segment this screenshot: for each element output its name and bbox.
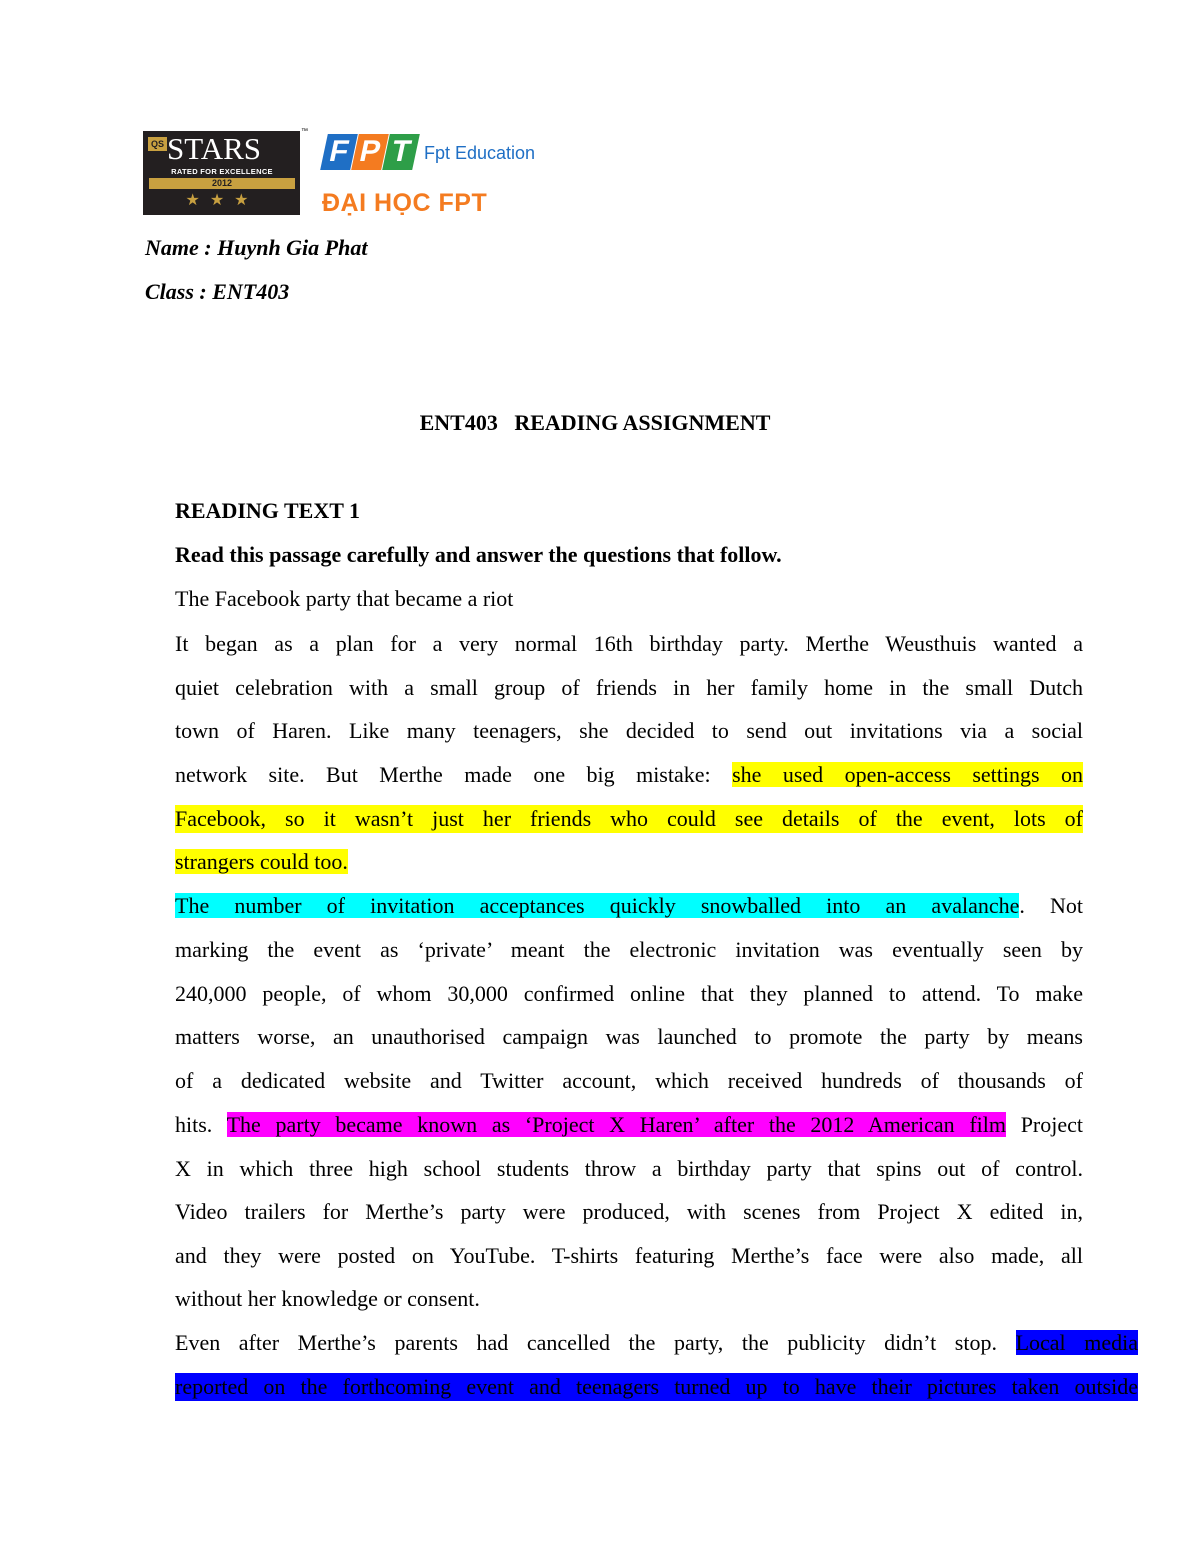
instruction-text: Read this passage carefully and answer the questions that follow. [175, 542, 782, 567]
passage-segment: network site. But Merthe made one big mistake: [175, 762, 711, 787]
passage-segment: . Not [1019, 893, 1084, 918]
passage-segment: Even after Merthe’s parents had cancelled the party, the publicity didn’t stop. [175, 1330, 997, 1355]
passage-line [175, 892, 1083, 920]
highlighted-segment-cyan: The number of invitation acceptances quickly snowballed into an avalanche [175, 893, 1020, 918]
passage-line: X in which three high school students throw a birthday party that spins out of control. [175, 1156, 1083, 1181]
passage-line: and they were posted on YouTube. T-shirts featuring Merthe’s face were also made, all [175, 1243, 1083, 1268]
passage-line [175, 1329, 1138, 1357]
passage-line: without her knowledge or consent. [175, 1286, 480, 1311]
passage-line: marking the event as ‘private’ meant the electronic invitation was eventually seen by [175, 937, 1083, 962]
fpt-letter-f: F [320, 134, 358, 170]
fpt-letter-p: P [351, 134, 389, 170]
fpt-logo [320, 134, 535, 224]
student-class: Class : ENT403 [145, 279, 290, 304]
passage-line: town of Haren. Like many teenagers, she decided to send out invitations via a social [175, 718, 1083, 743]
qs-stars-logo [143, 131, 300, 215]
stars-tagline: RATED FOR EXCELLENCE [171, 167, 273, 176]
highlighted-segment-blue: Local media [1015, 1330, 1138, 1355]
highlighted-segment-magenta: The party became known as ‘Project X Haren’ after the 2012 American film [226, 1112, 1006, 1137]
trademark-mark: ™ [301, 128, 308, 135]
passage-line: It began as a plan for a very normal 16th birthday party. Merthe Weusthuis wanted a [175, 631, 1083, 656]
passage-line: Video trailers for Merthe’s party were produced, with scenes from Project X edited in, [175, 1199, 1083, 1224]
passage-line: quiet celebration with a small group of friends in her family home in the small Dutch [175, 675, 1083, 700]
fpt-letters [320, 134, 420, 172]
passage-segment: hits. [175, 1112, 213, 1137]
document-title: ENT403 READING ASSIGNMENT [419, 410, 771, 435]
passage-line: 240,000 people, of whom 30,000 confirmed online that they planned to attend. To make [175, 981, 1083, 1006]
passage-line: matters worse, an unauthorised campaign was launched to promote the party by means [175, 1024, 1083, 1049]
stars-wordmark: STARS [167, 131, 261, 166]
highlighted-line-yellow: Facebook, so it wasn’t just her friends who could see details of the event, lots of [175, 806, 1083, 831]
passage-line [175, 1111, 1083, 1139]
highlighted-line-yellow [175, 848, 348, 876]
passage-line: of a dedicated website and Twitter account, which received hundreds of thousands of [175, 1068, 1083, 1093]
stars-rating-icon: ★★★ [185, 192, 259, 209]
stars-year: 2012 [149, 178, 295, 189]
passage-segment: Project [1020, 1112, 1084, 1137]
passage-line [175, 761, 1083, 789]
fpt-letter-t: T [382, 134, 420, 170]
passage-title: The Facebook party that became a riot [175, 586, 514, 611]
highlighted-segment-yellow: she used open-access settings on [732, 762, 1084, 787]
section-heading: READING TEXT 1 [175, 498, 361, 523]
highlighted-line-blue: reported on the forthcoming event and teenagers turned up to have their pictures taken outside [175, 1374, 1138, 1399]
highlighted-segment-yellow: strangers could too. [175, 849, 348, 874]
fpt-education-label: Fpt Education [424, 143, 536, 163]
student-name: Name : Huynh Gia Phat [145, 235, 368, 260]
qs-mark: QS [148, 137, 167, 151]
fpt-university-label: ĐẠI HỌC FPT [322, 189, 488, 217]
